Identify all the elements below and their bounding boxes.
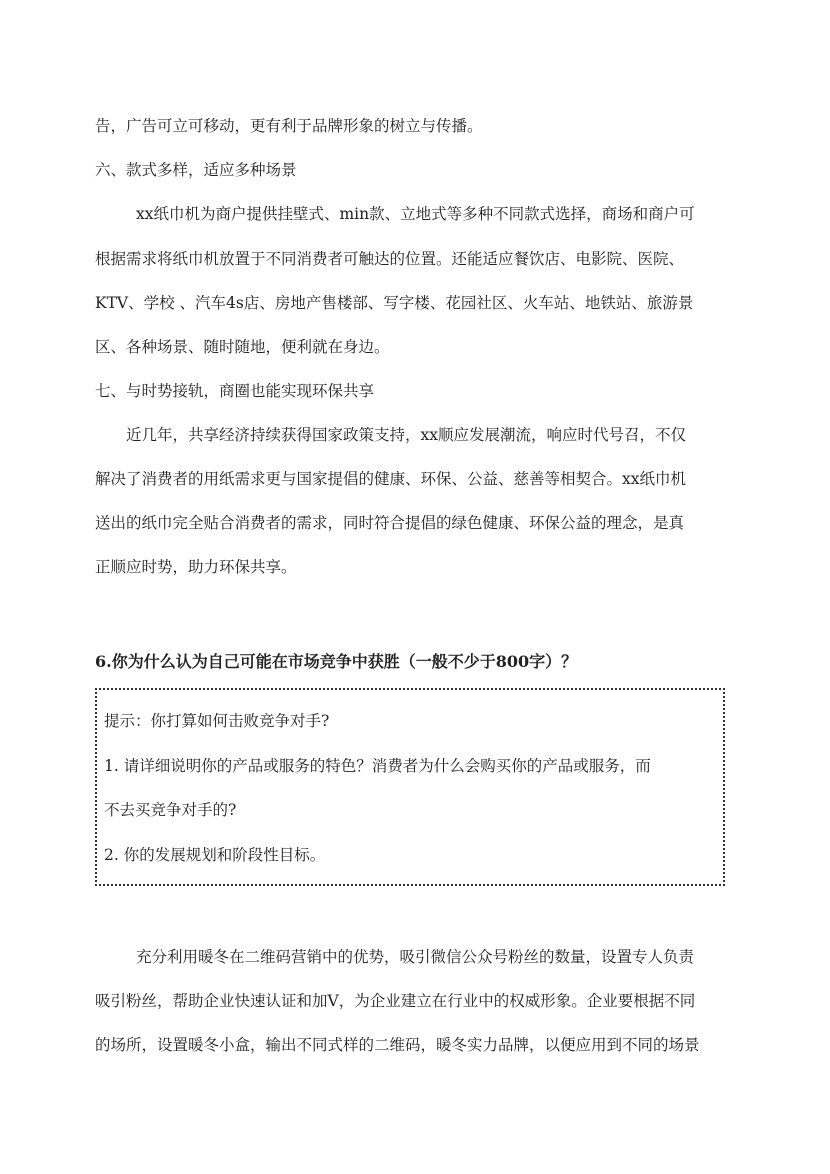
paragraph-line: 根据需求将纸巾机放置于不同消费者可触达的位置。还能适应餐饮店、电影院、医院、 — [95, 250, 685, 268]
question-title: 6.你为什么认为自己可能在市场竞争中获胜（一般不少于800字）？ — [95, 652, 578, 671]
paragraph-line: 送出的纸巾完全贴合消费者的需求，同时符合提倡的绿色健康、环保公益的理念，是真 — [95, 514, 685, 532]
paragraph-line: 充分利用暖冬在二维码营销中的优势，吸引微信公众号粉丝的数量，设置专人负责 — [136, 948, 695, 966]
paragraph-line: 的场所，设置暖冬小盒，输出不同式样的二维码，暖冬实力品牌，以便应用到不同的场景 — [95, 1036, 700, 1054]
paragraph-line: 解决了消费者的用纸需求更与国家提倡的健康、环保、公益、慈善等相契合。xx纸巾机 — [95, 470, 686, 488]
paragraph-line: 正顺应时势，助力环保共享。 — [95, 558, 297, 576]
section-heading: 六、款式多样，适应多种场景 — [95, 161, 297, 179]
hint-line: 2. 你的发展规划和阶段性目标。 — [104, 846, 326, 864]
paragraph-line: xx纸巾机为商户提供挂壁式、min款、立地式等多种不同款式选择，商场和商户可 — [136, 205, 695, 223]
paragraph-line: 近几年，共享经济持续获得国家政策支持，xx顺应发展潮流，响应时代号召，不仅 — [126, 426, 686, 444]
hint-line: 1. 请详细说明你的产品或服务的特色？消费者为什么会购买你的产品或服务，而 — [104, 757, 651, 775]
hint-line: 不去买竞争对手的? — [104, 801, 237, 819]
hint-line: 提示：你打算如何击败竞争对手? — [104, 712, 330, 730]
paragraph-line: 吸引粉丝，帮助企业快速认证和加V，为企业建立在行业中的权威形象。企业要根据不同 — [95, 992, 696, 1010]
section-heading: 七、与时势接轨，商圈也能实现环保共享 — [95, 382, 375, 400]
paragraph-line: 告，广告可立可移动，更有利于品牌形象的树立与传播。 — [95, 117, 483, 135]
paragraph-line: KTV、学校 、汽车4s店、房地产售楼部、写字楼、花园社区、火车站、地铁站、旅游景 — [95, 294, 694, 312]
paragraph-line: 区、各种场景、随时随地，便利就在身边。 — [95, 338, 390, 356]
